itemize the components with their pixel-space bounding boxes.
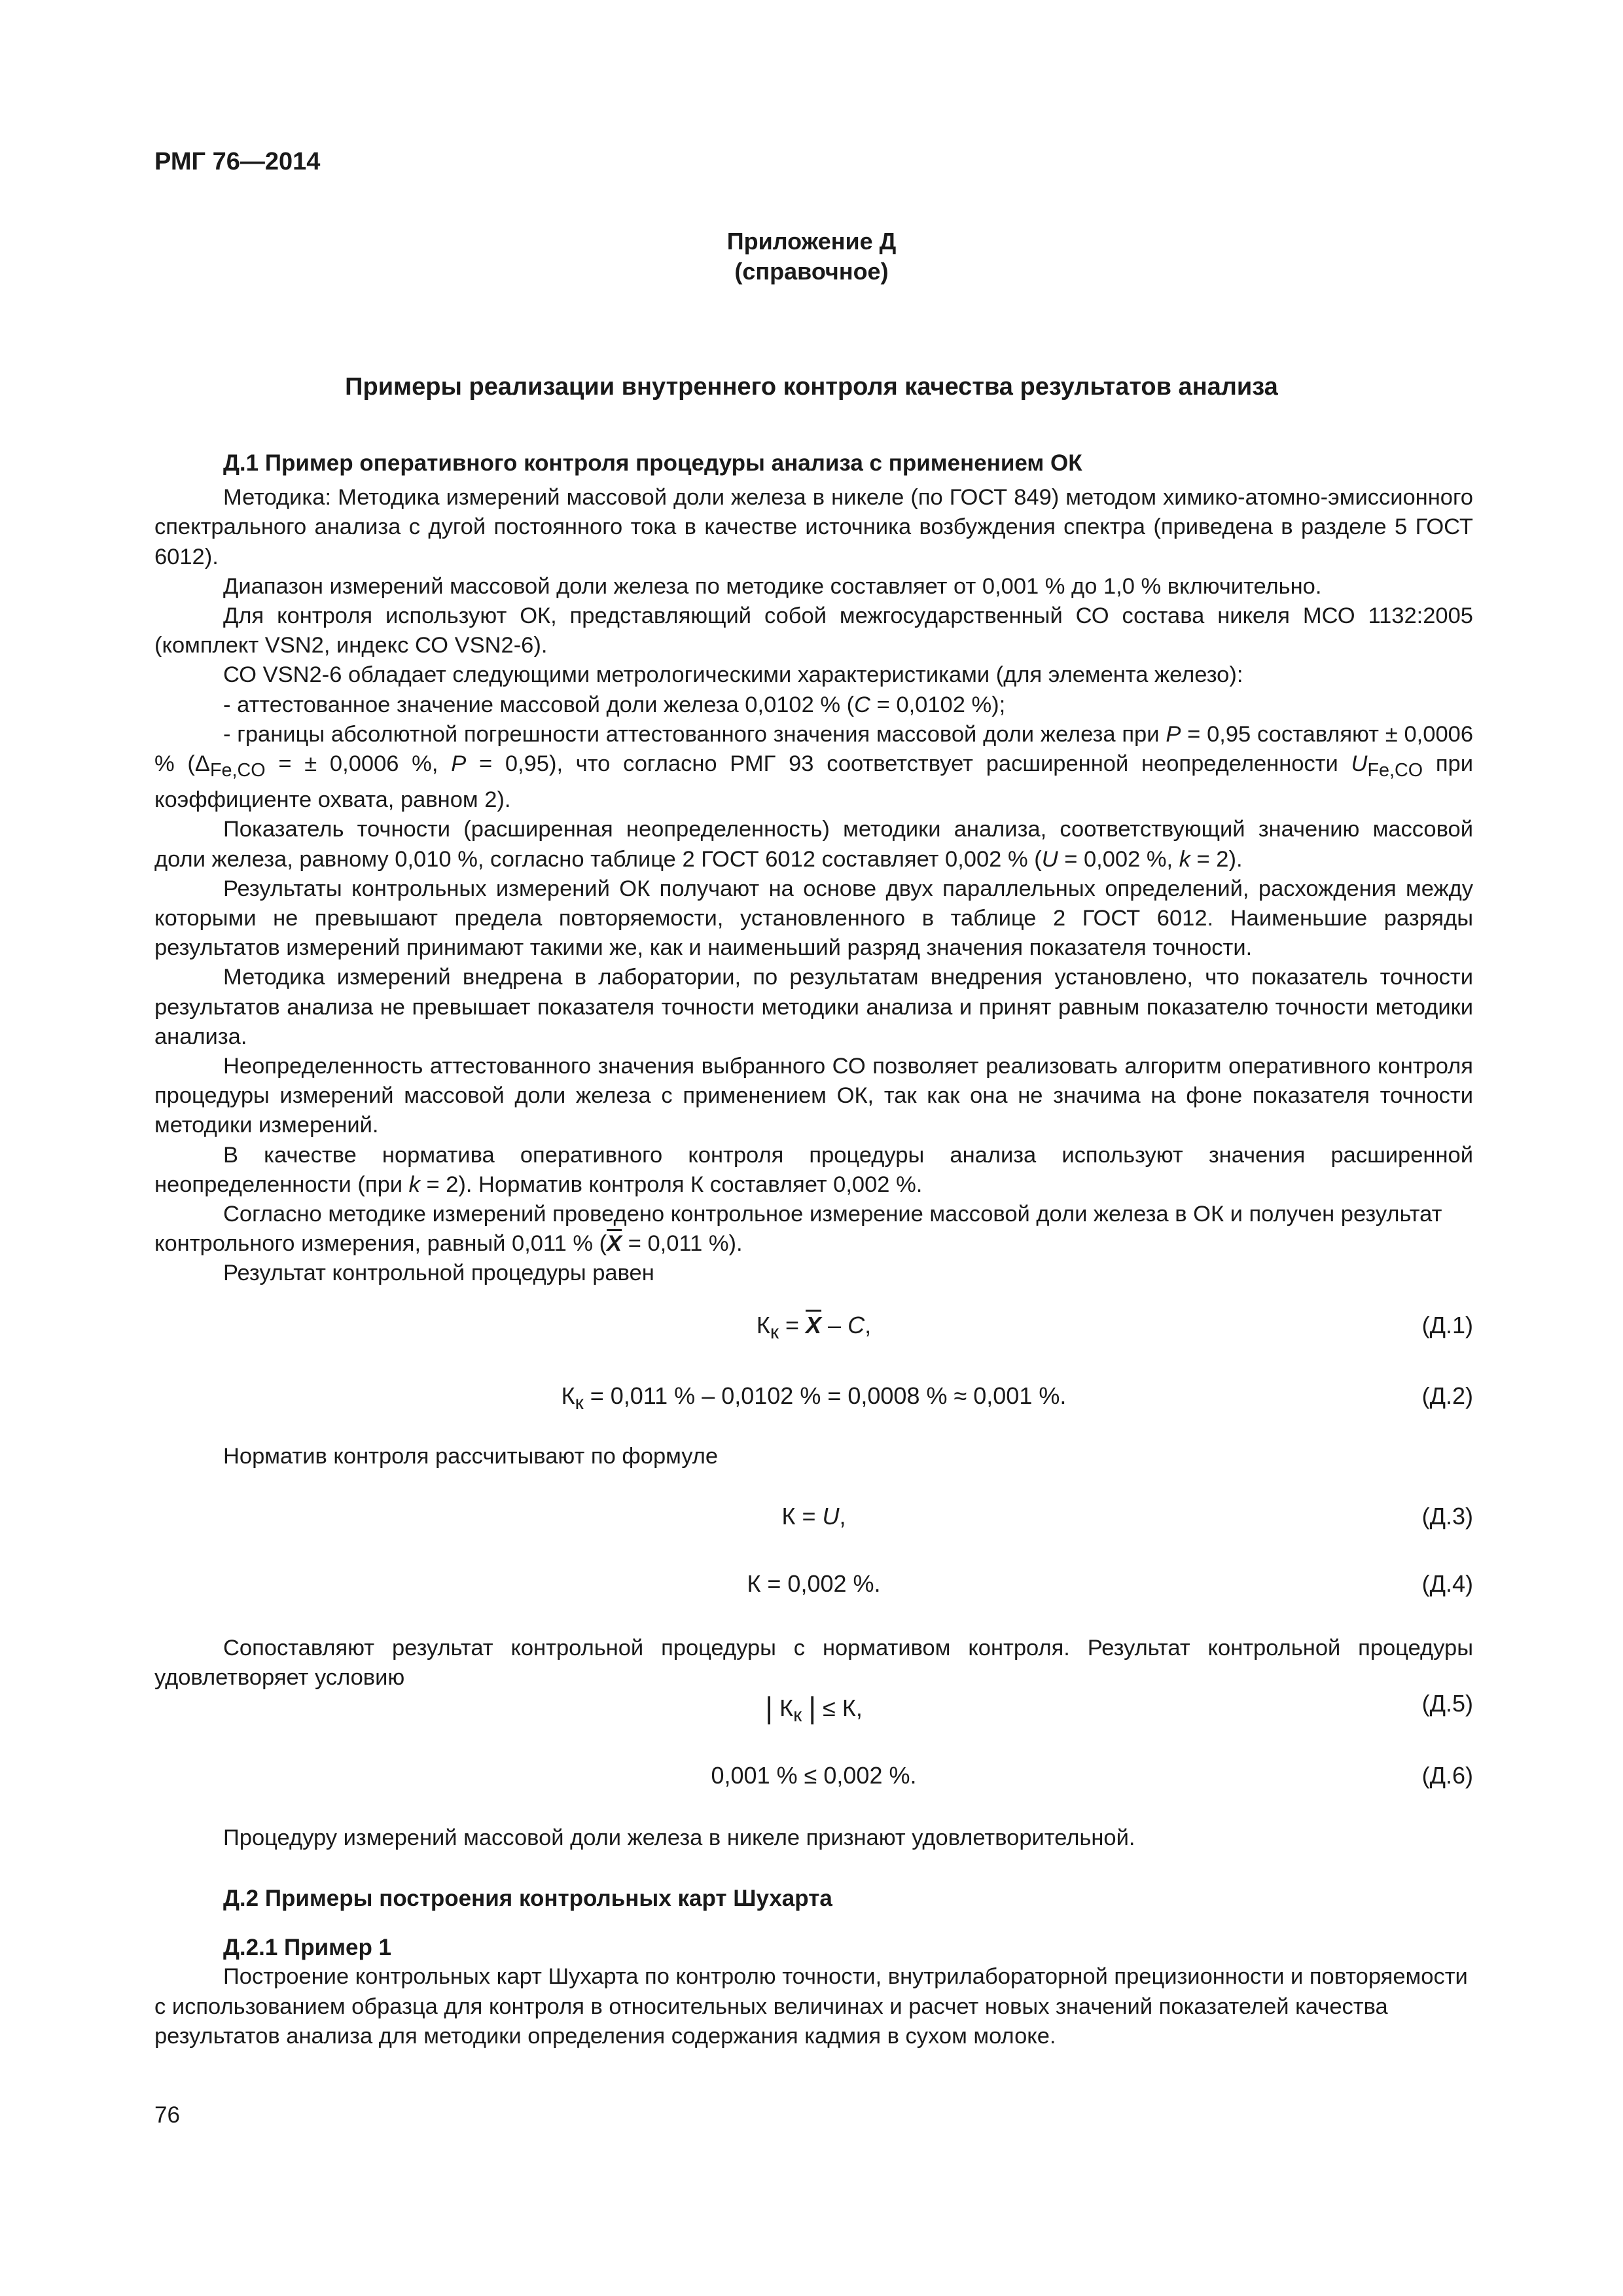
paragraph: Диапазон измерений массовой доли железа по методике составляет от 0,001 % до 1,0 % включительно. bbox=[223, 573, 1322, 599]
document-designation: РМГ 76—2014 bbox=[154, 148, 321, 175]
section-heading-d1: Д.1 Пример оперативного контроля процедуры анализа с применением ОК bbox=[223, 450, 1082, 476]
paragraph: Результаты контрольных измерений ОК получают на основе двух параллельных определений, расхождения между которыми не превышают предела повторяемости, установленного в таблице 2 ГОСТ 6012. Наименьшие разряды результатов измерений принимают такими же, как и наименьший разряд значения показателя точности. bbox=[154, 876, 1473, 961]
paragraph: СО VSN2-6 обладает следующими метрологическими характеристиками (для элемента железо): bbox=[223, 662, 1243, 688]
paragraph: Для контроля используют ОК, представляющий собой межгосударственный СО состава никеля МСО 1132:2005 (комплект VSN2, индекс СО VSN2-6). bbox=[154, 603, 1473, 658]
paragraph: Методика: Методика измерений массовой доли железа в никеле (по ГОСТ 849) методом химико-атомно-эмиссионного спектрального анализа с дугой постоянного тока в качестве источника возбуждения спектра (приведена в разделе 5 ГОСТ 6012). bbox=[154, 485, 1473, 569]
formula-d4: К = 0,002 %. (Д.4) bbox=[747, 1570, 1473, 1597]
section-d1-text bbox=[154, 448, 1473, 1289]
formula-d3: К = U, (Д.3) bbox=[781, 1503, 1473, 1530]
formula-d6: 0,001 % ≤ 0,002 %. (Д.6) bbox=[711, 1762, 1473, 1789]
appendix-title: Примеры реализации внутреннего контроля качества результатов анализа bbox=[345, 373, 1278, 401]
formula-d5: | $К_к$ | ≤ К, (Д.5) bbox=[765, 1690, 1473, 1727]
paragraph: Норматив контроля рассчитывают по формуле bbox=[223, 1444, 719, 1469]
norm-intro bbox=[154, 1442, 1473, 1471]
appendix-kind: (справочное) bbox=[734, 258, 889, 285]
formula-number: (Д.2) bbox=[1421, 1382, 1473, 1409]
appendix-heading bbox=[0, 226, 1623, 287]
list-item: - аттестованное значение массовой доли железа 0,0102 % (C = 0,0102 %); bbox=[223, 692, 1006, 717]
conclusion-paragraph bbox=[154, 1823, 1473, 1853]
paragraph: Сопоставляют результат контрольной процедуры с нормативом контроля. Результат контрольной процедуры удовлетворяет условию bbox=[154, 1636, 1473, 1691]
paragraph: В качестве норматива оперативного контроля процедуры анализа используют значения расширенной неопределенности (при k = 2). Норматив контроля К составляет 0,002 %. bbox=[154, 1142, 1473, 1197]
formula-d1: $К_к = \overline{X} - C$, (Д.1) bbox=[756, 1312, 1473, 1344]
paragraph: Методика измерений внедрена в лаборатории, по результатам внедрения установлено, что показатель точности результатов анализа не превышает показателя точности методики анализа и принят равным показателю точности методики анализа. bbox=[154, 965, 1473, 1049]
paragraph: Построение контрольных карт Шухарта по контролю точности, внутрилабораторной прецизионности и повторяемости с использованием образца для контроля в относительных величинах и расчет новых значений показателей качества результатов анализа для методики определения содержания кадмия в сухом молоке. bbox=[154, 1964, 1468, 2049]
subsection-heading-d2-1: Д.2.1 Пример 1 bbox=[223, 1935, 392, 1961]
page-number: 76 bbox=[154, 2102, 180, 2128]
section-heading-d2: Д.2 Примеры построения контрольных карт Шухарта bbox=[223, 1886, 832, 1911]
formula-number: (Д.3) bbox=[1421, 1503, 1473, 1530]
formula-number: (Д.1) bbox=[1421, 1312, 1473, 1338]
appendix-label: Приложение Д bbox=[726, 228, 897, 255]
paragraph: Процедуру измерений массовой доли железа в никеле признают удовлетворительной. bbox=[223, 1825, 1135, 1850]
paragraph: Неопределенность аттестованного значения выбранного СО позволяет реализовать алгоритм оперативного контроля процедуры измерений массовой доли железа с применением ОК, так как она не значима на фоне показателя точности методики измерений. bbox=[154, 1053, 1473, 1138]
formula-number: (Д.4) bbox=[1421, 1570, 1473, 1597]
formula-d2: $К_к = 0,011$ % – 0,0102 % = 0,0008 % ≈ 0,001 %. (Д.2) bbox=[561, 1382, 1473, 1414]
section-d2-text bbox=[154, 1884, 1473, 2051]
formula-number: (Д.6) bbox=[1421, 1762, 1473, 1789]
comparison-paragraph bbox=[154, 1634, 1473, 1693]
formula-number: (Д.5) bbox=[1421, 1690, 1473, 1717]
list-item: - границы абсолютной погрешности аттестованного значения массовой доли железа при P = 0,95 составляют ± 0,0006 % ($\Delta_{Fe,CO}$ = ± 0,0006 %, P = 0,95), что согласно РМГ 93 соответствует расширенной неопределенности $U_{Fe,CO}$ при коэффициенте охвата, равном 2). bbox=[154, 721, 1474, 813]
paragraph: Согласно методике измерений проведено контрольное измерение массовой доли железа в ОК и получен результат контрольного измерения, равный 0,011 % ($\overline{X} = 0,011$ %). bbox=[154, 1201, 1442, 1257]
paragraph: Показатель точности (расширенная неопределенность) методики анализа, соответствующий значению массовой доли железа, равному 0,010 %, согласно таблице 2 ГОСТ 6012 составляет 0,002 % (U = 0,002 %, k = 2). bbox=[154, 817, 1473, 872]
paragraph: Результат контрольной процедуры равен bbox=[223, 1261, 654, 1286]
